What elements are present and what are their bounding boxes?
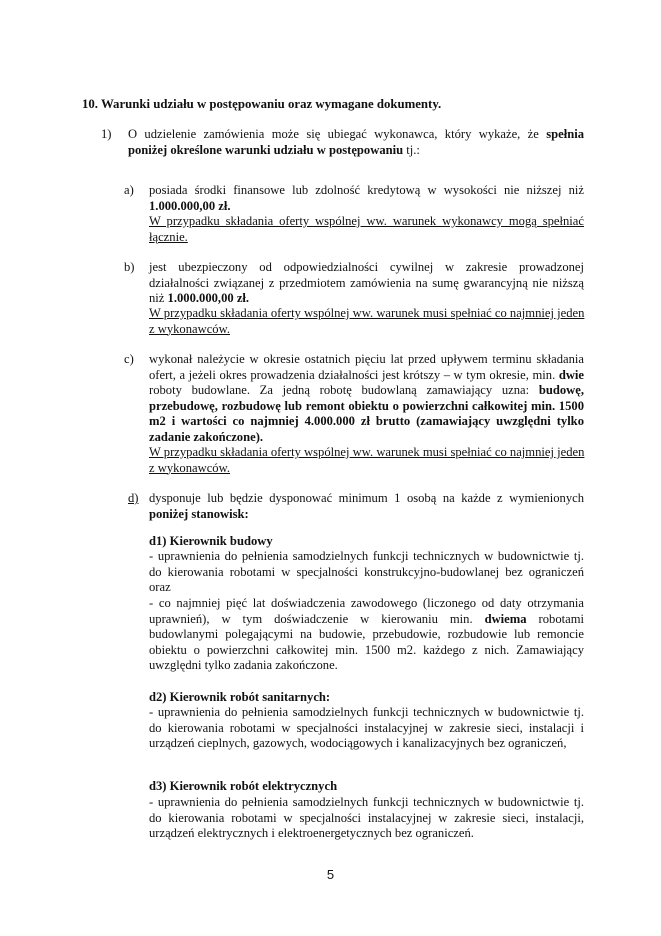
- section-heading: 10. Warunki udziału w postępowaniu oraz wymagane dokumenty.: [82, 97, 442, 111]
- item-a-text: posiada środki finansowe lub zdolność kredytową w wysokości nie niższej niż 1.000.000,00 zł.: [149, 183, 584, 213]
- item-b-text: jest ubezpieczony od odpowiedzialności cywilnej w zakresie prowadzonej działalności związanej z przedmiotem zamówienia na sumę gwarancyjną nie niższą niż 1.000.000,00 zł.: [149, 260, 584, 305]
- item-c-text: wykonał należycie w okresie ostatnich pięciu lat przed upływem terminu składania ofert, a jeżeli okres prowadzenia działalności jest krótszy – w tym okresie, min. dwie roboty budowlane. Za jedną robotę budowlaną zamawiający uzna: budowę, przebudowę, rozbudowę lub remont obiektu o powierzchni całkowitej min. 1500 m2 i wartości co najmniej 4.000.000 zł brutto (zamawiający uwzględni tylko zadanie zakończone).: [149, 352, 584, 444]
- d1-paragraph-1: - uprawnienia do pełnienia samodzielnych funkcji technicznych w budownictwie tj. do kierowania robotami w specjalności konstrukcyjno-budowlanej bez ograniczeń oraz: [149, 549, 584, 594]
- item-1-number: 1): [101, 127, 112, 141]
- d1-paragraph-2: - co najmniej pięć lat doświadczenia zawodowego (liczonego od daty otrzymania uprawnień), w tym doświadczenie w kierowaniu min. dwiema robotami budowlanymi polegającymi na budowie, przebudowie, rozbudowie lub remoncie obiektu o powierzchni całkowitej min. 1500 m2. każdego z nich. Zamawiający uwzględni tylko zadania zakończone.: [149, 596, 584, 672]
- d2-title: d2) Kierownik robót sanitarnych:: [149, 690, 331, 704]
- item-c-label: c): [124, 352, 134, 366]
- page-number: 5: [326, 867, 335, 882]
- item-a-label: a): [124, 183, 134, 197]
- item-a-note: W przypadku składania oferty wspólnej ww. warunek wykonawcy mogą spełniać łącznie.: [149, 214, 584, 244]
- d3-paragraph: - uprawnienia do pełnienia samodzielnych funkcji technicznych w budownictwie tj. do kierowania robotami w specjalności instalacyjnej w zakresie sieci, instalacji, urządzeń elektrycznych i elektroenergetycznych bez ograniczeń.: [149, 795, 584, 840]
- d1-title: d1) Kierownik budowy: [149, 534, 273, 548]
- item-1-text: O udzielenie zamówienia może się ubiegać wykonawca, który wykaże, że spełnia poniżej określone warunki udziału w postępowaniu tj.:: [128, 127, 584, 157]
- item-b-label: b): [124, 260, 135, 274]
- item-d-label: d): [128, 491, 139, 505]
- item-c-note: W przypadku składania oferty wspólnej ww. warunek musi spełniać co najmniej jeden z wykonawców.: [149, 445, 585, 475]
- item-b-note: W przypadku składania oferty wspólnej ww. warunek musi spełniać co najmniej jeden z wykonawców.: [149, 306, 585, 336]
- d3-title: d3) Kierownik robót elektrycznych: [149, 779, 338, 793]
- item-d-text: dysponuje lub będzie dysponować minimum 1 osobą na każde z wymienionych poniżej stanowisk:: [149, 491, 584, 521]
- d2-paragraph: - uprawnienia do pełnienia samodzielnych funkcji technicznych w budownictwie tj. do kierowania robotami w specjalności instalacyjnej w zakresie sieci, instalacji i urządzeń cieplnych, gazowych, wodociągowych i kanalizacyjnych bez ograniczeń,: [149, 705, 584, 750]
